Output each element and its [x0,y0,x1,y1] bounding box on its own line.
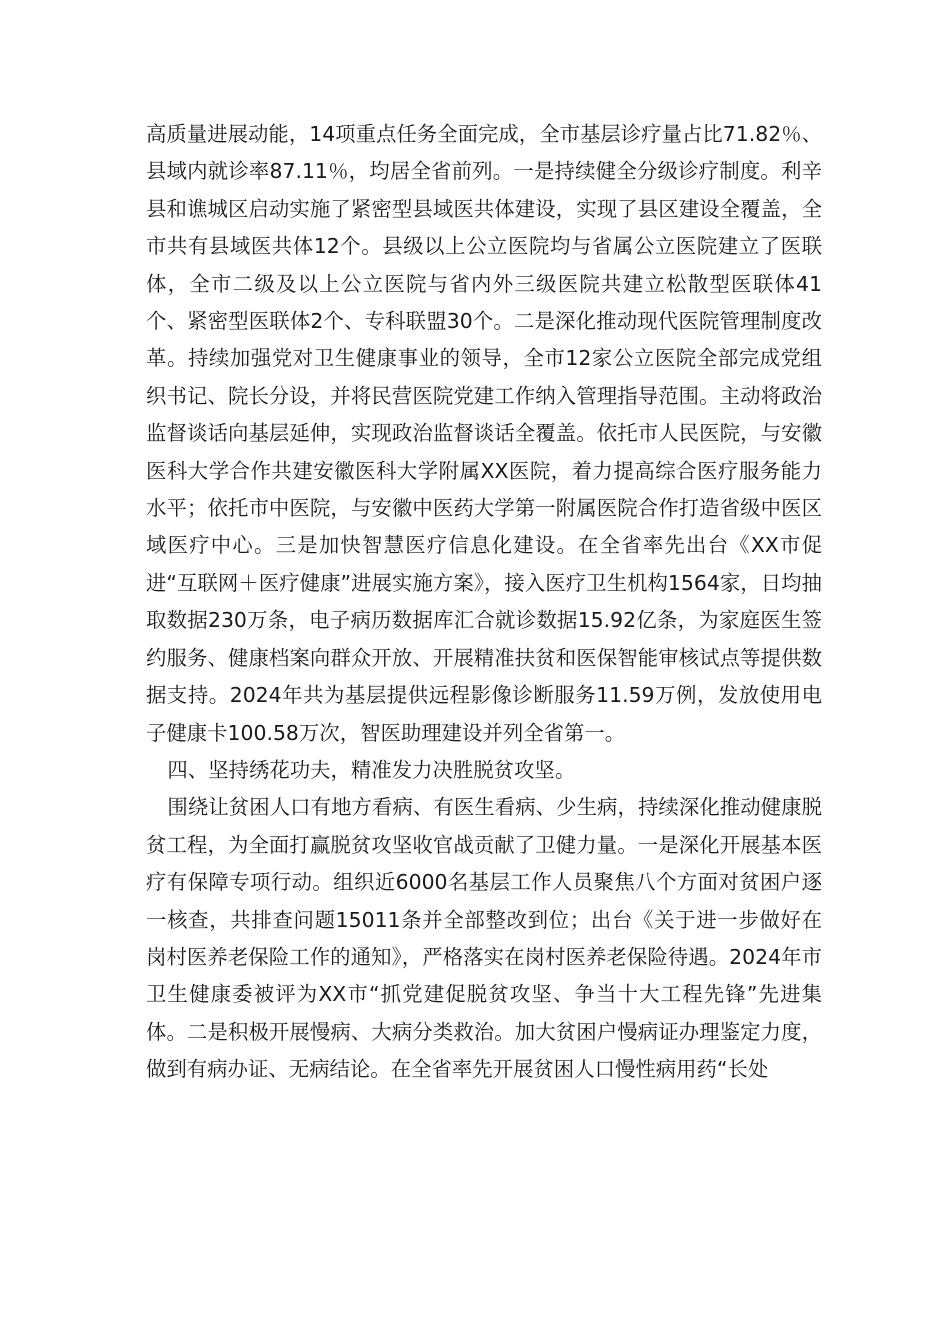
paragraph-healthcare-reform: 高质量进展动能，14项重点任务全面完成，全市基层诊疗量占比71.82％、县域内就诊率87.11％，均居全省前列。一是持续健全分级诊疗制度。利辛县和谯城区启动实施了紧密型县域医共体建设，实现了县区建设全覆盖，全市共有县域医共体12个。县级以上公立医院均与省属公立医院建立了医联体，全市二级及以上公立医院与省内外三级医院共建立松散型医联体41个、紧密型医联体2个、专科联盟30个。二是深化推动现代医院管理制度改革。持续加强党对卫生健康事业的领导，全市12家公立医院全部完成党组织书记、院长分设，并将民营医院党建工作纳入管理指导范围。主动将政治监督谈话向基层延伸，实现政治监督谈话全覆盖。依托市人民医院，与安徽医科大学合作共建安徽医科大学附属XX医院，着力提高综合医疗服务能力水平；依托市中医院，与安徽中医药大学第一附属医院合作打造省级中医区域医疗中心。三是加快智慧医疗信息化建设。在全省率先出台《XX市促进“互联网＋医疗健康”进展实施方案》，接入医疗卫生机构1564家，日均抽取数据230万条，电子病历数据库汇合就诊数据15.92亿条，为家庭医生签约服务、健康档案向群众开放、开展精准扶贫和医保智能审核试点等提供数据支持。2024年共为基层提供远程影像诊断服务11.59万例，发放使用电子健康卡100.58万次，智医助理建设并列全省第一。 [146,122,822,745]
section-heading-poverty-alleviation: 四、坚持绣花功夫，精准发力决胜脱贫攻坚。 [167,757,576,782]
paragraph-poverty-alleviation: 围绕让贫困人口有地方看病、有医生看病、少生病，持续深化推动健康脱贫工程，为全面打赢脱贫攻坚收官战贡献了卫健力量。一是深化开展基本医疗有保障专项行动。组织近6000名基层工作人员聚焦八个方面对贫困户逐一核查，共排查问题15011条并全部整改到位；出台《关于进一步做好在岗村医养老保险工作的通知》，严格落实在岗村医养老保险待遇。2024年市卫生健康委被评为XX市“抓党建促脱贫攻坚、争当十大工程先锋”先进集体。二是积极开展慢病、大病分类救治。加大贫困户慢病证办理鉴定力度，做到有病办证、无病结论。在全省率先开展贫困人口慢性病用药“长处 [146,795,822,1082]
document-body [146,116,822,1089]
